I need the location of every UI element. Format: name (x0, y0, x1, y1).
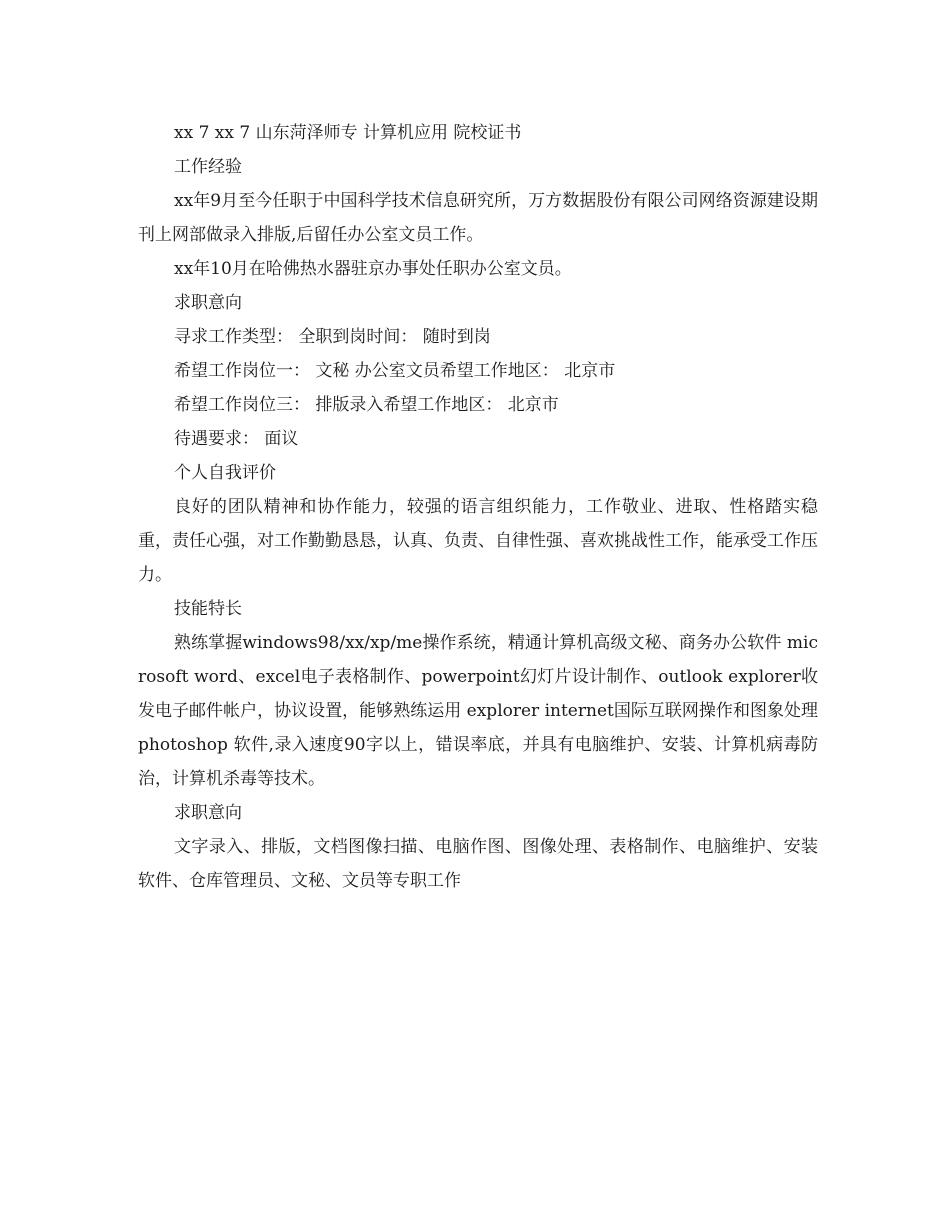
salary-line: 待遇要求： 面议 (174, 429, 299, 449)
section-heading-job-intention: 求职意向 (174, 803, 242, 823)
work-experience-paragraph: xx年10月在哈佛热水器驻京办事处任职办公室文员。 (174, 259, 572, 279)
education-line: xx 7 xx 7 山东菏泽师专 计算机应用 院校证书 (174, 123, 522, 143)
section-heading-skills: 技能特长 (174, 599, 242, 619)
job-type-line: 寻求工作类型： 全职到岗时间： 随时到岗 (174, 327, 491, 347)
desired-position-line: 希望工作岗位一： 文秘 办公室文员希望工作地区： 北京市 (174, 361, 616, 381)
section-heading-job-intention: 求职意向 (174, 293, 242, 313)
section-heading-self-evaluation: 个人自我评价 (174, 463, 276, 483)
self-evaluation-paragraph: 良好的团队精神和协作能力，较强的语言组织能力，工作敬业、进取、性格踏实稳重，责任心强，对工作勤勤恳恳，认真、负责、自律性强、喜欢挑战性工作，能承受工作压力。 (138, 497, 818, 585)
job-intention-paragraph: 文字录入、排版，文档图像扫描、电脑作图、图像处理、表格制作、电脑维护、安装软件、仓库管理员、文秘、文员等专职工作 (138, 837, 818, 891)
section-heading-work-experience: 工作经验 (174, 157, 242, 177)
desired-position-line: 希望工作岗位三： 排版录入希望工作地区： 北京市 (174, 395, 559, 415)
skills-paragraph: 熟练掌握windows98/xx/xp/me操作系统，精通计算机高级文秘、商务办公软件 microsoft word、excel电子表格制作、powerpoint幻灯片设计制作、outlook explorer收发电子邮件帐户，协议设置，能够熟练运用 explorer internet国际互联网操作和图象处理 photoshop 软件,录入速度90字以上，错误率底，并具有电脑维护、安装、计算机病毒防治，计算机杀毒等技术。 (138, 633, 818, 789)
document-body (138, 116, 818, 898)
work-experience-paragraph: xx年9月至今任职于中国科学技术信息研究所，万方数据股份有限公司网络资源建设期刊上网部做录入排版,后留任办公室文员工作。 (138, 191, 818, 245)
